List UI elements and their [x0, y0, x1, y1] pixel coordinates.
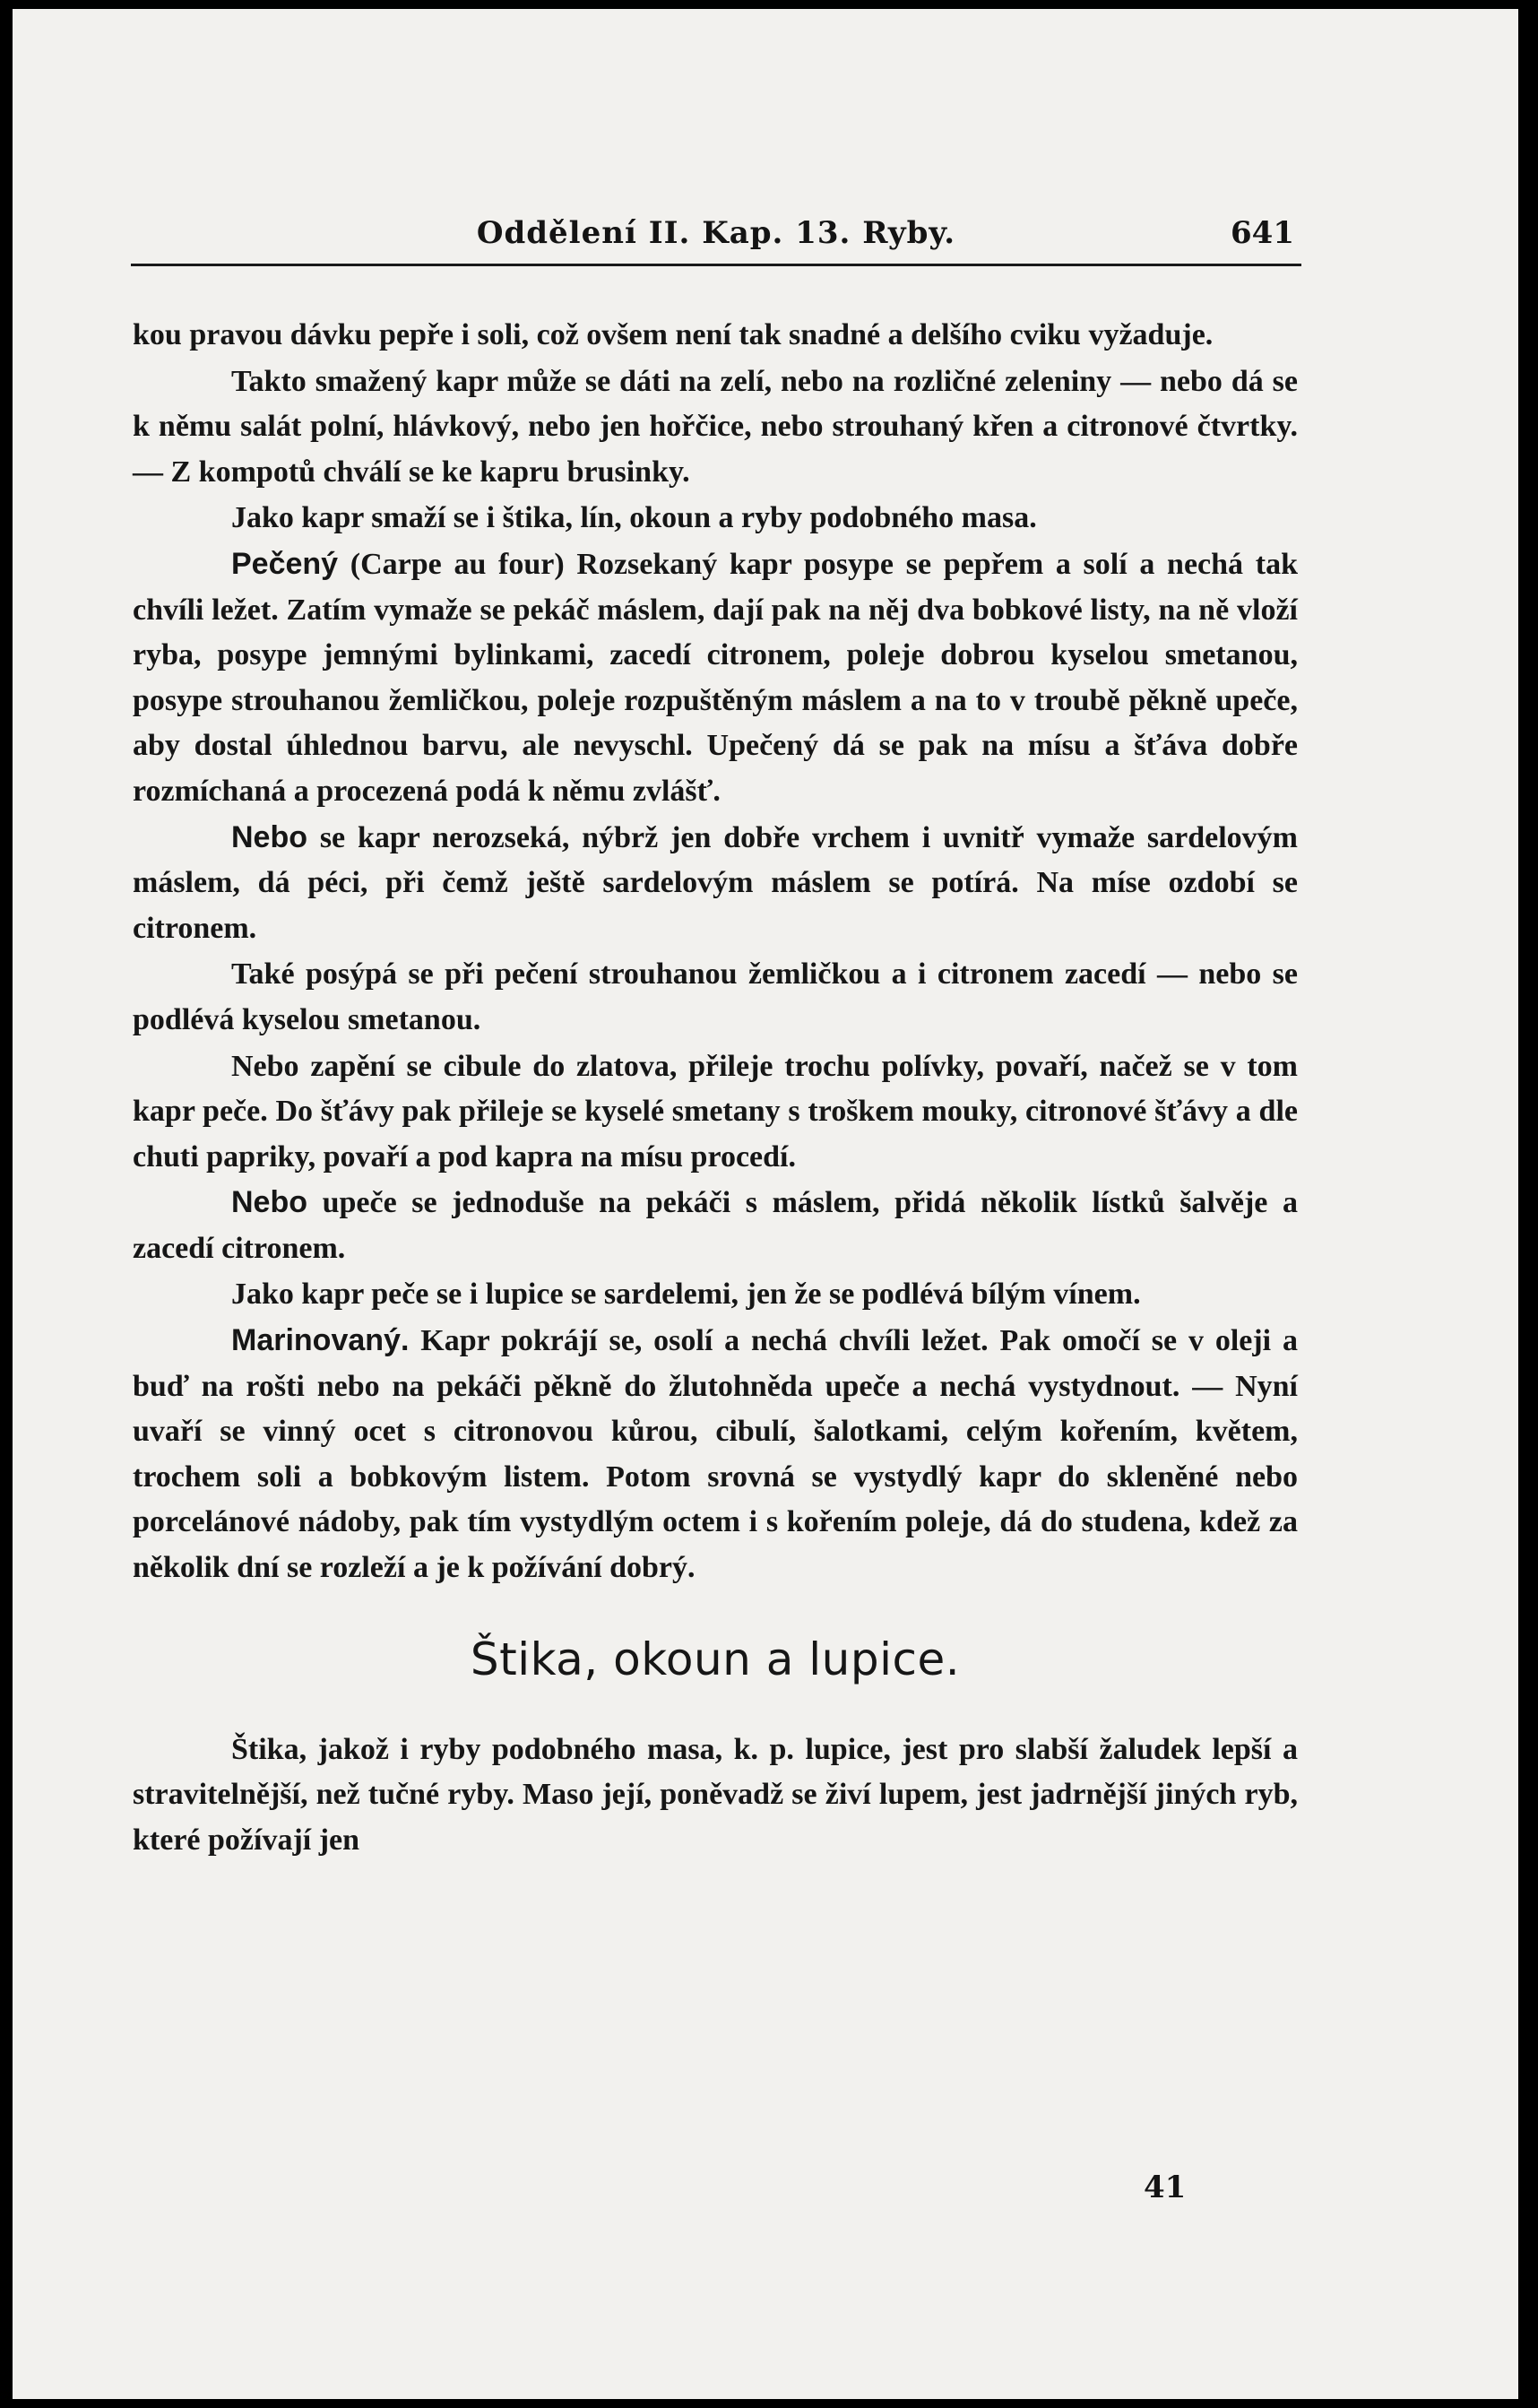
paragraph-text: (Carpe au four) Rozsekaný kapr posype se pepřem a solí a nechá tak chvíli ležet. Zatím vymaže se pekáč máslem, dají pak na něj dva bobkové listy, na ně vloží ryba, posype jemnými bylinkami, zacedí citronem, poleje dobrou kyselou smetanou, posype strouhanou žemličkou, poleje rozpuštěným máslem a na to v troubě pěkně upeče, aby dostal úhlednou barvu, ale nevyschl. Upečený dá se pak na mísu a šťáva dobře rozmíchaná a procezená podá k němu zvlášť.	[133, 547, 1298, 808]
running-header	[131, 215, 1301, 269]
paragraph-text: upeče se jednoduše na pekáči s máslem, přidá několik lístků šalvěje a zacedí citronem.	[133, 1186, 1298, 1265]
section-title: Štika, okoun a lupice.	[470, 1633, 961, 1685]
paragraph-text: se kapr nerozseká, nýbrž jen dobře vrchem i uvnitř vymaže sardelovým máslem, dá péci, při čemž ještě sardelovým máslem se potírá. Na míse ozdobí se citronem.	[133, 820, 1298, 945]
paragraph-text: Jako kapr smaží se i štika, lín, okoun a ryby podobného masa.	[231, 501, 1037, 535]
paragraph-lead: Marinovaný.	[231, 1323, 410, 1358]
paragraph	[133, 951, 1298, 1043]
paragraph	[133, 1318, 1298, 1591]
paragraph-text: Také posýpá se při pečení strouhanou žemličkou a i citronem zacedí — nebo se podlévá kyselou smetanou.	[133, 957, 1298, 1036]
paragraph-text: Kapr pokrájí se, osolí a nechá chvíli ležet. Pak omočí se v oleji a buď na rošti nebo na pekáči pěkně do žlutohněda upeče a nechá vystydnout. — Nyní uvaří se vinný ocet s citronovou kůrou, cibulí, šalotkami, celým kořením, květem, trochem soli a bobkovým listem. Potom srovná se vystydlý kapr do skleněné nebo porcelánové nádoby, pak tím vystydlým octem i s kořením poleje, dá do studena, kdež za několik dní se rozleží a je k požívání dobrý.	[133, 1324, 1298, 1585]
header-title: Oddělení II. Kap. 13. Ryby.	[476, 215, 956, 251]
paragraph	[133, 541, 1298, 815]
paragraph	[133, 1044, 1298, 1181]
paragraph	[133, 815, 1298, 952]
paragraph-text: Jako kapr peče se i lupice se sardelemi, jen že se podlévá bílým vínem.	[231, 1278, 1141, 1312]
paragraph	[133, 495, 1298, 541]
paragraph-text: Takto smažený kapr může se dáti na zelí, nebo na rozličné zeleniny — nebo dá se k němu salát polní, hlávkový, nebo jen hořčice, nebo strouhaný křen a citronové čtvrtky. — Z kompotů chválí se ke kapru brusinky.	[133, 364, 1298, 489]
paragraph-text: kou pravou dávku pepře i soli, což ovšem není tak snadné a delšího cviku vyžaduje.	[133, 318, 1214, 351]
paragraph-lead: Nebo	[231, 1185, 307, 1220]
paragraph	[133, 359, 1298, 496]
page-number: 641	[1231, 215, 1294, 251]
body-text	[133, 312, 1298, 1863]
paragraph-lead: Nebo	[231, 819, 307, 854]
section-paragraph: Štika, jakož i ryby podobného masa, k. p. lupice, jest pro slabší žaludek lepší a stravitelnější, než tučné ryby. Maso její, poněvadž se živí lupem, jest jadrnější jiných ryb, které požívají jen	[133, 1732, 1298, 1857]
paragraph	[133, 312, 1298, 359]
paragraph-text: Nebo zapění se cibule do zlatova, přileje trochu polívky, povaří, načež se v tom kapr peče. Do šťávy pak přileje se kyselé smetany s troškem mouky, citronové šťávy a dle chuti papriky, povaří a pod kapra na mísu procedí.	[133, 1049, 1298, 1174]
paragraph	[133, 1271, 1298, 1318]
book-page	[13, 9, 1518, 2399]
paragraph	[133, 1180, 1298, 1271]
paragraph-lead: Pečený	[231, 546, 339, 581]
signature-mark: 41	[1144, 2170, 1187, 2205]
header-rule	[131, 264, 1301, 266]
